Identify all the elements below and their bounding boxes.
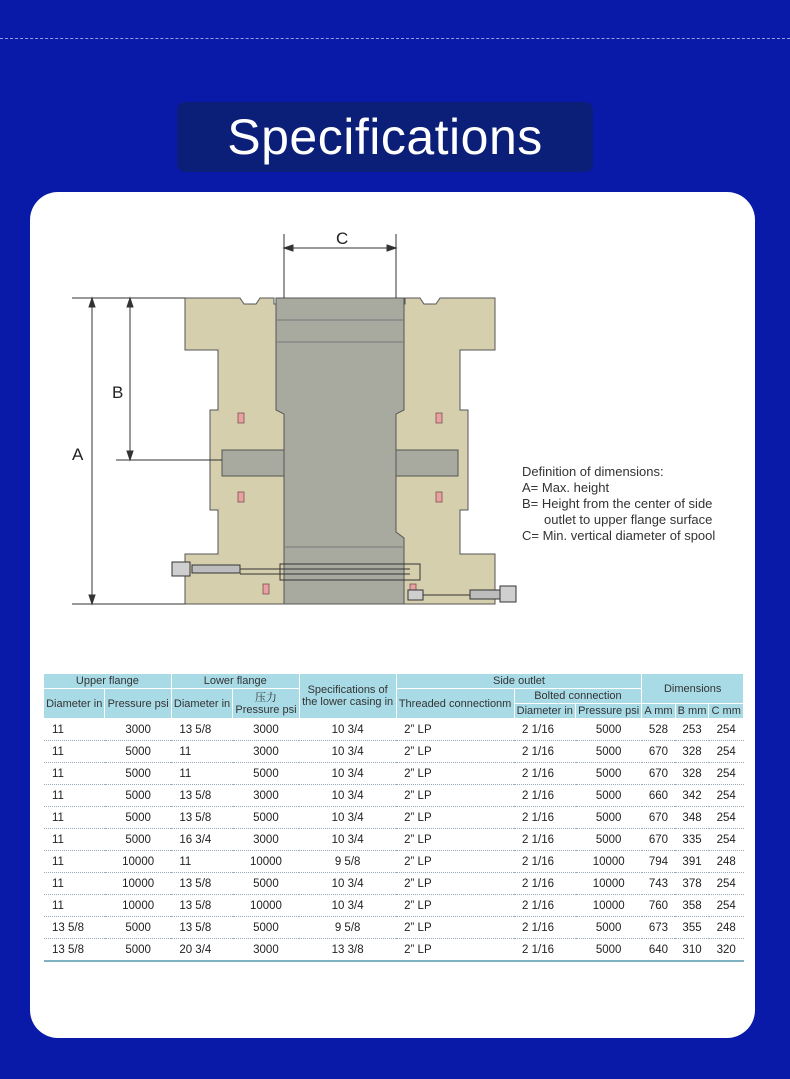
table-cell: 13 5/8 xyxy=(44,917,105,939)
col-lower-pressure-en: Pressure psi xyxy=(235,703,297,716)
table-cell: 13 5/8 xyxy=(171,785,232,807)
table-cell: 528 xyxy=(642,719,675,741)
group-bolted: Bolted connection xyxy=(514,689,642,704)
table-cell: 355 xyxy=(675,917,709,939)
table-cell: 328 xyxy=(675,741,709,763)
table-cell: 10 3/4 xyxy=(299,829,396,851)
table-cell: 2 1/16 xyxy=(514,873,575,895)
table-cell: 2 1/16 xyxy=(514,895,575,917)
spool-diagram xyxy=(30,192,755,632)
table-cell: 5000 xyxy=(105,807,171,829)
table-cell: 3000 xyxy=(233,939,299,962)
table-cell: 2” LP xyxy=(396,917,514,939)
legend-b-cont: outlet to upper flange surface xyxy=(544,512,713,527)
table-cell: 3000 xyxy=(233,719,299,741)
table-cell: 5000 xyxy=(576,917,642,939)
table-cell: 254 xyxy=(709,719,744,741)
table-cell: 254 xyxy=(709,895,744,917)
table-cell: 5000 xyxy=(233,807,299,829)
table-cell: 13 3/8 xyxy=(299,939,396,962)
table-cell: 2 1/16 xyxy=(514,741,575,763)
table-cell: 5000 xyxy=(105,829,171,851)
table-cell: 9 5/8 xyxy=(299,917,396,939)
table-row xyxy=(44,785,744,807)
table-row xyxy=(44,829,744,851)
table-cell: 358 xyxy=(675,895,709,917)
col-casing: Specifications of the lower casing in xyxy=(299,674,396,719)
col-lower-pressure xyxy=(233,689,299,719)
table-cell: 13 5/8 xyxy=(171,873,232,895)
table-cell: 660 xyxy=(642,785,675,807)
page-title: Specifications xyxy=(177,102,593,172)
dimension-legend xyxy=(522,464,752,544)
table-row xyxy=(44,741,744,763)
table-cell: 2” LP xyxy=(396,741,514,763)
table-cell: 10000 xyxy=(233,851,299,873)
table-cell: 248 xyxy=(709,851,744,873)
table-cell: 3000 xyxy=(233,785,299,807)
table-cell: 20 3/4 xyxy=(171,939,232,962)
spec-table xyxy=(44,674,744,962)
table-cell: 10000 xyxy=(105,895,171,917)
table-cell: 10000 xyxy=(105,873,171,895)
legend-heading: Definition of dimensions: xyxy=(522,464,664,479)
table-cell: 5000 xyxy=(233,873,299,895)
table-cell: 10 3/4 xyxy=(299,785,396,807)
table-cell: 2” LP xyxy=(396,939,514,962)
table-cell: 3000 xyxy=(105,719,171,741)
table-cell: 13 5/8 xyxy=(171,807,232,829)
table-cell: 2 1/16 xyxy=(514,807,575,829)
table-cell: 5000 xyxy=(105,785,171,807)
table-cell: 5000 xyxy=(233,917,299,939)
legend-c: C= Min. vertical diameter of spool xyxy=(522,528,716,543)
table-cell: 5000 xyxy=(105,939,171,962)
table-row xyxy=(44,873,744,895)
table-row xyxy=(44,851,744,873)
table-row xyxy=(44,895,744,917)
table-cell: 254 xyxy=(709,807,744,829)
table-cell: 10000 xyxy=(576,895,642,917)
table-cell: 5000 xyxy=(105,741,171,763)
table-cell: 2” LP xyxy=(396,785,514,807)
table-cell: 2” LP xyxy=(396,851,514,873)
table-cell: 5000 xyxy=(576,939,642,962)
table-cell: 10 3/4 xyxy=(299,719,396,741)
table-cell: 10000 xyxy=(233,895,299,917)
table-cell: 10000 xyxy=(576,873,642,895)
col-c-mm: C mm xyxy=(709,704,744,719)
table-cell: 5000 xyxy=(576,807,642,829)
table-cell: 310 xyxy=(675,939,709,962)
table-cell: 673 xyxy=(642,917,675,939)
table-cell: 248 xyxy=(709,917,744,939)
table-cell: 254 xyxy=(709,741,744,763)
table-cell: 5000 xyxy=(576,785,642,807)
table-cell: 11 xyxy=(171,763,232,785)
table-cell: 348 xyxy=(675,807,709,829)
table-cell: 5000 xyxy=(576,763,642,785)
table-cell: 2” LP xyxy=(396,719,514,741)
table-cell: 10000 xyxy=(105,851,171,873)
table-cell: 342 xyxy=(675,785,709,807)
table-cell: 9 5/8 xyxy=(299,851,396,873)
table-cell: 254 xyxy=(709,785,744,807)
table-cell: 2 1/16 xyxy=(514,719,575,741)
group-lower-flange: Lower flange xyxy=(171,674,299,689)
table-cell: 11 xyxy=(44,873,105,895)
table-cell: 3000 xyxy=(233,829,299,851)
table-row xyxy=(44,917,744,939)
table-cell: 16 3/4 xyxy=(171,829,232,851)
table-cell: 10 3/4 xyxy=(299,741,396,763)
table-cell: 11 xyxy=(44,829,105,851)
table-row xyxy=(44,719,744,741)
side-outlet-left xyxy=(222,450,284,476)
table-cell: 320 xyxy=(709,939,744,962)
table-cell: 11 xyxy=(44,763,105,785)
table-row xyxy=(44,939,744,962)
table-cell: 11 xyxy=(44,785,105,807)
legend-b: B= Height from the center of side xyxy=(522,496,713,511)
table-cell: 743 xyxy=(642,873,675,895)
col-a-mm: A mm xyxy=(642,704,675,719)
table-cell: 11 xyxy=(44,807,105,829)
col-b-mm: B mm xyxy=(675,704,709,719)
table-cell: 11 xyxy=(44,895,105,917)
table-cell: 328 xyxy=(675,763,709,785)
table-cell: 794 xyxy=(642,851,675,873)
label-b: B xyxy=(112,383,124,402)
table-cell: 5000 xyxy=(576,741,642,763)
spool-bore xyxy=(276,298,404,604)
group-side-outlet: Side outlet xyxy=(396,674,642,689)
col-bolted-diameter: Diameter in xyxy=(514,704,575,719)
label-a: A xyxy=(72,445,84,464)
table-cell: 10 3/4 xyxy=(299,895,396,917)
col-lower-diameter: Diameter in xyxy=(171,689,232,719)
table-cell: 254 xyxy=(709,829,744,851)
table-cell: 5000 xyxy=(576,719,642,741)
table-cell: 5000 xyxy=(105,763,171,785)
table-cell: 378 xyxy=(675,873,709,895)
table-cell: 11 xyxy=(171,851,232,873)
col-lower-pressure-cn: 压力 xyxy=(254,691,277,704)
table-cell: 2 1/16 xyxy=(514,851,575,873)
table-cell: 13 5/8 xyxy=(171,917,232,939)
table-cell: 670 xyxy=(642,741,675,763)
table-cell: 10 3/4 xyxy=(299,807,396,829)
table-cell: 11 xyxy=(44,741,105,763)
table-cell: 13 5/8 xyxy=(171,895,232,917)
table-cell: 10 3/4 xyxy=(299,763,396,785)
table-cell: 11 xyxy=(44,719,105,741)
table-cell: 3000 xyxy=(233,741,299,763)
group-upper-flange: Upper flange xyxy=(44,674,171,689)
table-cell: 5000 xyxy=(105,917,171,939)
table-cell: 2 1/16 xyxy=(514,829,575,851)
table-cell: 11 xyxy=(44,851,105,873)
table-cell: 2” LP xyxy=(396,873,514,895)
table-cell: 640 xyxy=(642,939,675,962)
table-cell: 2” LP xyxy=(396,763,514,785)
table-cell: 2 1/16 xyxy=(514,763,575,785)
table-cell: 5000 xyxy=(233,763,299,785)
col-upper-diameter: Diameter in xyxy=(44,689,105,719)
table-cell: 2” LP xyxy=(396,807,514,829)
table-cell: 13 5/8 xyxy=(44,939,105,962)
table-cell: 10 3/4 xyxy=(299,873,396,895)
dashed-divider xyxy=(0,38,790,39)
table-cell: 670 xyxy=(642,763,675,785)
table-cell: 760 xyxy=(642,895,675,917)
table-cell: 2 1/16 xyxy=(514,939,575,962)
side-outlet-right xyxy=(396,450,458,476)
table-cell: 2” LP xyxy=(396,895,514,917)
table-cell: 391 xyxy=(675,851,709,873)
table-cell: 2 1/16 xyxy=(514,917,575,939)
table-cell: 253 xyxy=(675,719,709,741)
table-cell: 10000 xyxy=(576,851,642,873)
table-row xyxy=(44,763,744,785)
spec-card xyxy=(30,192,755,1038)
col-upper-pressure: Pressure psi xyxy=(105,689,171,719)
table-cell: 2 1/16 xyxy=(514,785,575,807)
group-dimensions: Dimensions xyxy=(642,674,744,704)
table-cell: 670 xyxy=(642,829,675,851)
table-cell: 5000 xyxy=(576,829,642,851)
col-threaded: Threaded connectionm xyxy=(396,689,514,719)
table-cell: 11 xyxy=(171,741,232,763)
table-row xyxy=(44,807,744,829)
label-c: C xyxy=(336,229,349,248)
table-cell: 254 xyxy=(709,763,744,785)
table-cell: 2” LP xyxy=(396,829,514,851)
table-cell: 254 xyxy=(709,873,744,895)
col-bolted-pressure: Pressure psi xyxy=(576,704,642,719)
table-cell: 670 xyxy=(642,807,675,829)
table-cell: 13 5/8 xyxy=(171,719,232,741)
legend-a: A= Max. height xyxy=(522,480,610,495)
table-cell: 335 xyxy=(675,829,709,851)
